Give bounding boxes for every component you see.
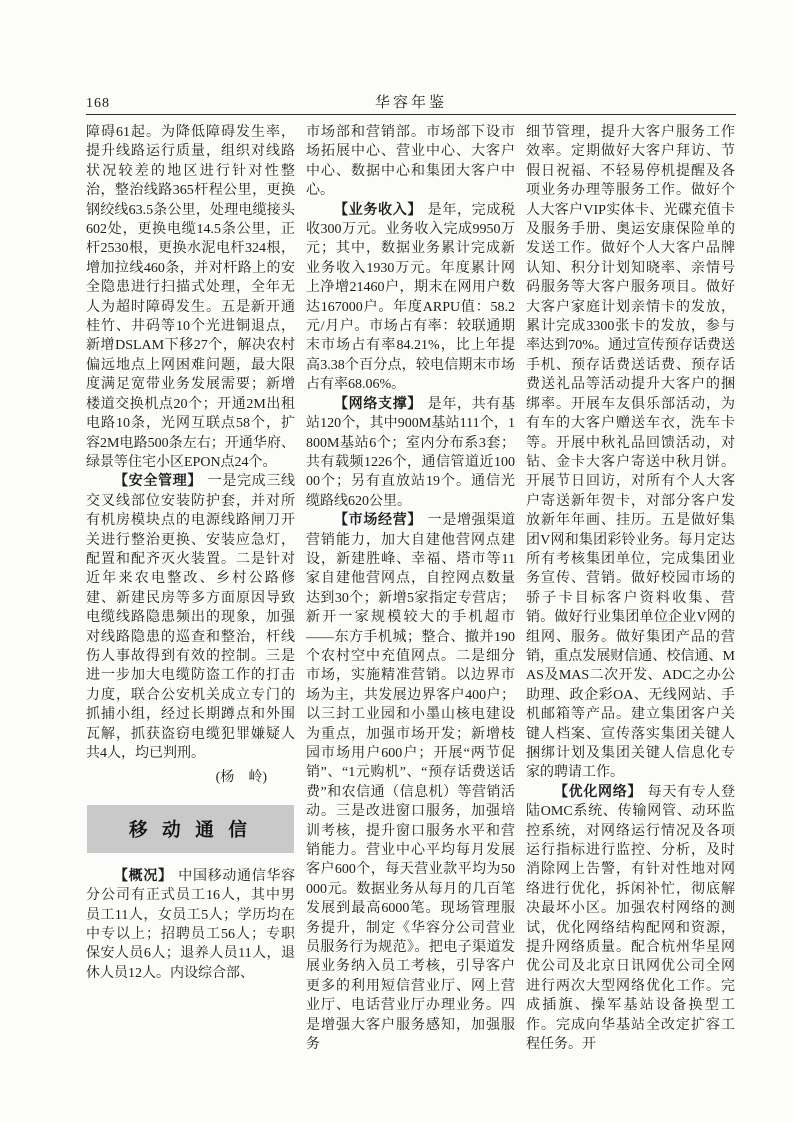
section-banner-text: 移 动 通 信 bbox=[129, 820, 252, 841]
entry-label-market-operation: 【市场经营】 bbox=[334, 513, 423, 529]
page-number: 168 bbox=[86, 96, 110, 111]
text-columns bbox=[86, 123, 736, 1063]
entry-text-market-operation: 一是增强渠道营销能力，加大自建他营网点建设，新建胜峰、幸福、塔市等11家自建他营网点，自控网点数量达到30个；新增5家指定专营店；新开一家规模较大的手机超市——东方手机城；整合、撤并190个农村空中充值网点。二是细分市场，实施精准营销。以边界市场为主，共发展边界客户400户；以三封工业园和小墨山核电建设为重点，加强市场开发；新增枝园市场用户600户；开展“两节促销”、“1元购机”、“预存话费送话费”和农信通（信息机）等营销活动。三是改进窗口服务，加强培训考核，提升窗口服务水平和营销能力。营业中心平均每月发展客户600个，每天营业款平均为50000元。数据业务从每月的几百笔发展到最高6000笔。现场管理服务提升，制定《华容分公司营业员服务行为规范》。把电子渠道发展业务纳入员工考核，引导客户更多的利用短信营业厅、网上营业厅、电话营业厅办理业务。四是增强大客户服务感知，加强服务 bbox=[306, 513, 515, 1053]
page-title: 华容年鉴 bbox=[374, 95, 447, 111]
entry-label-overview: 【概况】 bbox=[114, 868, 173, 884]
entry-label-business-revenue: 【业务收入】 bbox=[334, 202, 423, 218]
entry-label-network-support: 【网络支撑】 bbox=[334, 396, 423, 412]
entry-text-security-management: 一是完成三线交叉线部位安装防护套，并对所有机房模块点的电源线路闸刀开关进行整治更换、安装应急灯，配置和配齐灭火装置。二是针对近年来农电整改、乡村公路修建、新建民房等多方面原因导致电缆线路隐患频出的现象，加强对线路隐患的巡查和整治，杆线伤人事故得到有效的控制。三是进一步加大电缆防盗工作的打击力度，联合公安机关成立专门的抓捕小组，经过长期蹲点和外围瓦解，抓获盗窃电缆犯罪嫌疑人共4人，均已判刑。 bbox=[86, 474, 295, 761]
column-1 bbox=[86, 123, 295, 1063]
continuation-paragraph: 细节管理，提升大客户服务工作效率。定期做好大客户拜访、节假日祝福、不轻易停机提醒及各项业务办理等服务工作。做好个人大客户VIP实体卡、光碟充值卡及服务手册、奥运安康保险单的发送工作。做好个人大客户品牌认知、积分计划知晓率、亲情号码服务等大客户服务项目。做好大客户家庭计划亲情卡的发放，累计完成3300张卡的发放，参与率达到70%。通过宣传预存话费送手机、预存话费送话费、预存话费送礼品等活动提升大客户的捆绑率。开展车友俱乐部活动，为有车的大客户赠送车衣，洗车卡等。开展中秋礼品回馈活动，对钻、金卡大客户寄送中秋月饼。开展节日回访，对所有个人大客户寄送新年贺卡，对部分客户发放新年年画、挂历。五是做好集团V网和集团彩铃业务。每月定达所有考核集团单位，完成集团业务宣传、营销。做好校园市场的骄子卡目标客户资料收集、营销。做好行业集团单位企业V网的组网、服务。做好集团产品的营销，重点发展财信通、校信通、MAS及MAS二次开发、ADC之办公助理、政企彩OA、无线网站、手机邮箱等产品。建立集团客户关键人档案、宣传落实集团关键人捆绑计划及集团关键人信息化专家的聘请工作。 bbox=[526, 125, 735, 781]
entry-label-security-management: 【安全管理】 bbox=[114, 474, 203, 490]
entry-network-optimization bbox=[526, 783, 735, 1055]
entry-label-network-optimization: 【优化网络】 bbox=[554, 784, 643, 800]
entry-text-business-revenue: 是年，完成税收300万元。业务收入完成9950万元；其中，数据业务累计完成新业务收入1930万元。年度累计网上净增21460户，期末在网用户数达167000户。年度ARPU值：58.2元/月户。市场占有率：较联通期末市场占有率84.21%，比上年提高3.38个百分点，较电信期末市场占有率68.06%。 bbox=[306, 202, 515, 393]
entry-business-revenue bbox=[306, 201, 515, 395]
entry-security-management bbox=[86, 472, 295, 763]
column-2 bbox=[306, 123, 515, 1063]
author-signature: (杨 岭) bbox=[215, 770, 267, 786]
section-title-mobile-communications bbox=[87, 805, 294, 853]
continuation-paragraph: 市场部和营销部。市场部下设市场拓展中心、营业中心、大客户中心、数据中心和集团大客户中心。 bbox=[306, 125, 515, 199]
entry-overview bbox=[86, 867, 295, 983]
page-header bbox=[86, 91, 736, 112]
entry-network-support bbox=[306, 395, 515, 511]
header-rule bbox=[86, 114, 736, 115]
entry-text-network-optimization: 每天有专人登陆OMC系统、传输网管、动环监控系统，对网络运行情况及各项运行指标进行监控、分析，及时消除网上告警，有针对性地对网络进行优化，拆闲补忙，彻底解决最坏小区。加强农村网络的测试，优化网络结构配网和资源，提升网络质量。配合杭州华星网优公司及北京日讯网优公司全网进行两次大型网络优化工作。完成插旗、操军基站设备换型工作。完成向华基站全改定扩容工程任务。开 bbox=[526, 784, 735, 1053]
entry-market-operation bbox=[306, 511, 515, 1054]
entry-text-overview: 中国移动通信华容分公司有正式员工16人，其中男员工11人，女员工5人；学历均在中专以上；招聘员工56人；专职保安人员6人；退养人员11人，退休人员12人。内设综合部、 bbox=[86, 868, 295, 981]
entry-text-network-support: 是年，共有基站120个，其中900M基站111个，1800M基站6个；室内分布系3套；共有载频1226个，通信管道近10000个；另有直放站19个。通信光缆路线620公里。 bbox=[306, 396, 515, 509]
column-3 bbox=[526, 123, 735, 1063]
continuation-paragraph: 障碍61起。为降低障碍发生率，提升线路运行质量，组织对线路状况较差的地区进行针对性整治，整治线路365杆程公里，更换钢绞线63.5条公里，处理电缆接头602处，更换电缆14.5条公里，正杆2530根，更换水泥电杆324根，增加拉线460条，并对杆路上的安全隐患进行扫描式处理，全年无人为超时障碍发生。五是新开通桂竹、井码等10个光进铜退点，新增DSLAM下移27个，解决农村偏远地点上网困难问题，最大限度满足宽带业务发展需要；新增楼道交换机点20个；开通2M出租电路10条，光网互联点58个，扩容2M电路500条左右；开通华府、绿景等住宅小区EPON点24个。 bbox=[86, 125, 295, 470]
